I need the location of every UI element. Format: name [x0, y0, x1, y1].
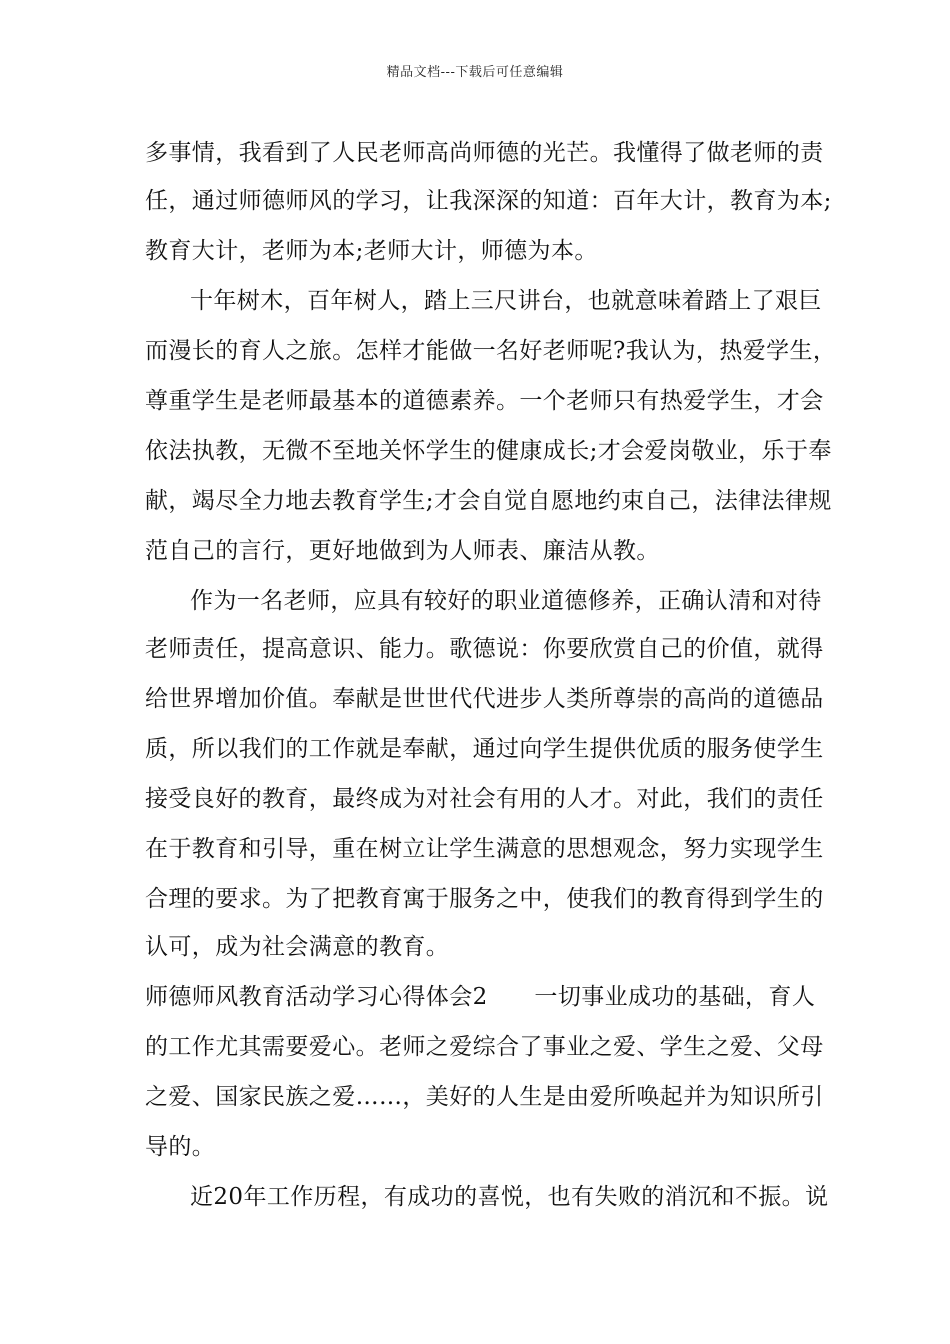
text-line: 范自己的言行，更好地做到为人师表、廉洁从教。 — [145, 538, 660, 564]
text-line: 的工作尤其需要爱心。老师之爱综合了事业之爱、学生之爱、父母 — [145, 1034, 824, 1060]
text-line: 在于教育和引导，重在树立让学生满意的思想观念，努力实现学生 — [145, 836, 824, 862]
text-line: 给世界增加价值。奉献是世世代代进步人类所尊崇的高尚的道德品 — [145, 686, 824, 712]
paragraph-start-line: 作为一名老师，应具有较好的职业道德修养，正确认清和对待 — [190, 588, 822, 614]
section-title-line: 师德师风教育活动学习心得体会2 一切事业成功的基础，育人 — [145, 984, 816, 1010]
text-line: 接受良好的教育，最终成为对社会有用的人才。对此，我们的责任 — [145, 786, 824, 812]
text-line: 任，通过师德师风的学习，让我深深的知道：百年大计，教育为本; — [145, 188, 832, 214]
text-line: 认可，成为社会满意的教育。 — [145, 934, 450, 960]
paragraph-start-line: 十年树木，百年树人，踏上三尺讲台，也就意味着踏上了艰巨 — [190, 288, 822, 314]
text-line: 依法执教，无微不至地关怀学生的健康成长;才会爱岗敬业，乐于奉 — [145, 438, 832, 464]
text-line: 尊重学生是老师最基本的道德素养。一个老师只有热爱学生，才会 — [145, 388, 824, 414]
text-line: 多事情，我看到了人民老师高尚师德的光芒。我懂得了做老师的责 — [145, 140, 824, 166]
text-line: 献，竭尽全力地去教育学生;才会自觉自愿地约束自己，法律法律规 — [145, 488, 832, 514]
text-line: 教育大计，老师为本;老师大计，师德为本。 — [145, 238, 598, 264]
text-line: 之爱、国家民族之爱……，美好的人生是由爱所唤起并为知识所引 — [145, 1084, 824, 1110]
text-line: 而漫长的育人之旅。怎样才能做一名好老师呢?我认为，热爱学生， — [145, 338, 837, 364]
text-line: 导的。 — [145, 1134, 216, 1160]
text-line: 质，所以我们的工作就是奉献，通过向学生提供优质的服务使学生 — [145, 736, 824, 762]
text-line: 老师责任，提高意识、能力。歌德说：你要欣赏自己的价值，就得 — [145, 636, 824, 662]
paragraph-start-line: 近20年工作历程，有成功的喜悦，也有失败的消沉和不振。说 — [190, 1184, 829, 1210]
text-line: 合理的要求。为了把教育寓于服务之中，使我们的教育得到学生的 — [145, 886, 824, 912]
page-header: 精品文档---下载后可任意编辑 — [386, 65, 564, 80]
